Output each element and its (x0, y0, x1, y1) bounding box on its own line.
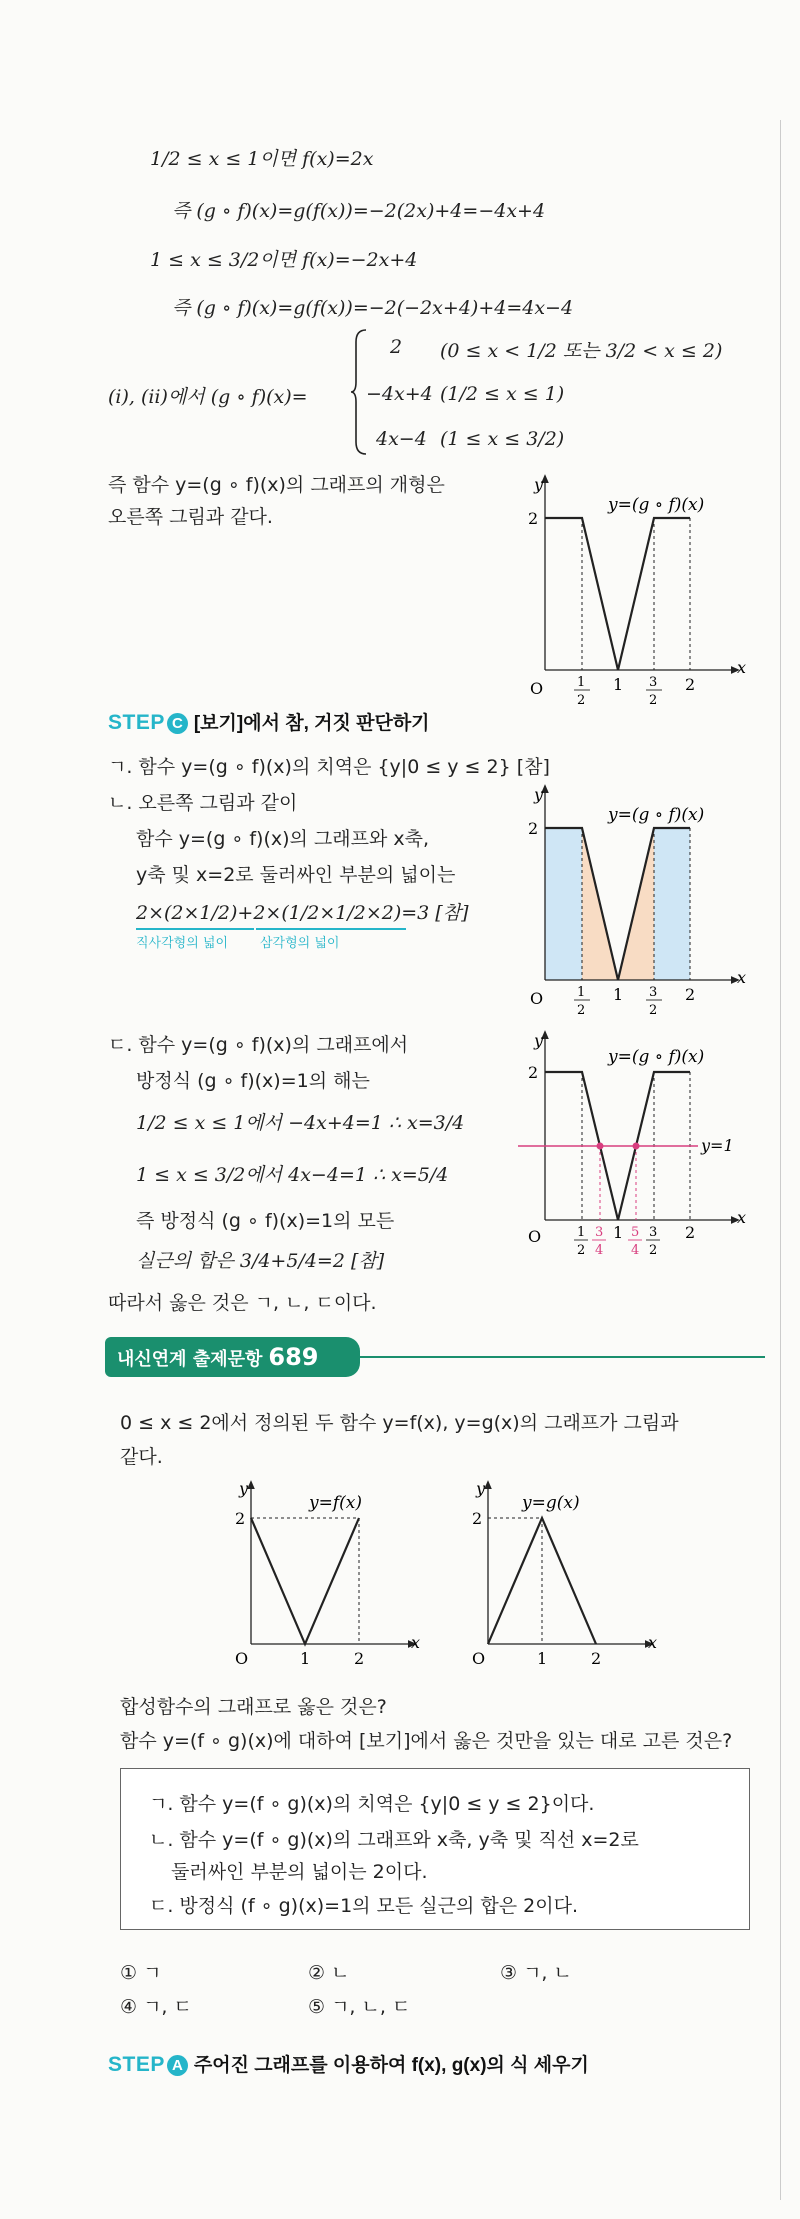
f-curve (251, 1518, 359, 1644)
choice-1[interactable]: ① ㄱ (120, 1962, 162, 1984)
svg-text:2: 2 (528, 1063, 539, 1082)
x-tick-2: 2 (685, 675, 696, 694)
conclusion: 따라서 옳은 것은 ㄱ, ㄴ, ㄷ이다. (108, 1292, 377, 1314)
svg-text:O: O (235, 1649, 249, 1668)
bogi-b: ㄴ. 함수 y=(f ∘ g)(x)의 그래프와 x축, y축 및 직선 x=2로 (149, 1829, 639, 1851)
svg-text:3: 3 (649, 1225, 658, 1240)
svg-text:O: O (530, 989, 544, 1008)
piece-1-expr: 2 (390, 336, 403, 358)
note-rect-area: 직사각형의 넓이 (136, 936, 229, 951)
y-eq-1-label: y=1 (701, 1136, 734, 1155)
piece-1-cond: (0 ≤ x < 1/2 또는 3/2 < x ≤ 2) (440, 340, 723, 362)
gof-curve (545, 518, 690, 670)
x-tick-3half-n: 3 (649, 675, 658, 690)
g-label: y=g(x) (522, 1493, 580, 1513)
piece-3-cond: (1 ≤ x ≤ 3/2) (440, 428, 565, 450)
problem-number: 689 (268, 1343, 319, 1371)
judge-c3: 1/2 ≤ x ≤ 1에서 −4x+4=1 ∴ x=3/4 (136, 1112, 465, 1134)
graph-text-1: 즉 함수 y=(g ∘ f)(x)의 그래프의 개형은 (108, 474, 445, 496)
question-1: 합성함수의 그래프로 옳은 것은? (120, 1696, 387, 1718)
svg-text:1: 1 (577, 985, 586, 1000)
svg-text:4: 4 (595, 1243, 604, 1258)
svg-text:O: O (472, 1649, 486, 1668)
margin-rule (780, 120, 781, 2200)
bogi-box (120, 1768, 750, 1930)
intersection-5-4 (633, 1143, 640, 1150)
judge-b2: 함수 y=(g ∘ f)(x)의 그래프와 x축, (136, 828, 430, 850)
svg-text:2: 2 (528, 819, 539, 838)
graph-gof-eq1 (508, 1030, 748, 1270)
svg-text:2: 2 (649, 1243, 658, 1258)
svg-text:1: 1 (577, 1225, 586, 1240)
judge-c6: 실근의 합은 3/4+5/4=2 [참] (136, 1250, 385, 1272)
judge-b3: y축 및 x=2로 둘러싸인 부분의 넓이는 (136, 864, 456, 886)
judge-c1: ㄷ. 함수 y=(g ∘ f)(x)의 그래프에서 (108, 1034, 409, 1056)
origin: O (530, 679, 544, 698)
problem-tag: 내신연계 출제문항 (117, 1349, 263, 1370)
svg-text:2: 2 (472, 1509, 483, 1528)
step-c-heading: STEP C [보기]에서 참, 거짓 판단하기 (108, 711, 430, 734)
func-label: y=(g ∘ f)(x) (608, 495, 705, 515)
svg-text:x: x (737, 968, 747, 987)
case1-range: 1/2 ≤ x ≤ 1이면 f(x)=2x (150, 148, 374, 170)
piece-3-expr: 4x−4 (376, 428, 427, 450)
svg-text:2: 2 (685, 985, 696, 1004)
choice-3[interactable]: ③ ㄱ, ㄴ (500, 1962, 572, 1984)
svg-text:5: 5 (631, 1225, 640, 1240)
svg-text:y=(g ∘ f)(x): y=(g ∘ f)(x) (608, 1047, 705, 1067)
svg-text:x: x (737, 1208, 747, 1227)
piece-2-expr: −4x+4 (366, 383, 433, 405)
svg-text:y=(g ∘ f)(x): y=(g ∘ f)(x) (608, 805, 705, 825)
x-label: x (737, 658, 747, 677)
f-label: y=f(x) (309, 1493, 362, 1513)
graph-g (462, 1478, 662, 1678)
underline-tri (256, 928, 406, 930)
svg-text:2: 2 (649, 1003, 658, 1018)
svg-text:1: 1 (300, 1649, 311, 1668)
question-2: 함수 y=(f ∘ g)(x)에 대하여 [보기]에서 옳은 것만을 있는 대로 고른 것은? (120, 1730, 733, 1752)
svg-text:2: 2 (685, 1223, 696, 1242)
intersection-3-4 (597, 1143, 604, 1150)
problem-stem-1: 0 ≤ x ≤ 2에서 정의된 두 함수 y=f(x), y=g(x)의 그래프가 그림과 (120, 1412, 679, 1434)
svg-text:2: 2 (354, 1649, 365, 1668)
svg-text:4: 4 (631, 1243, 640, 1258)
svg-text:1: 1 (537, 1649, 548, 1668)
bogi-a: ㄱ. 함수 y=(f ∘ g)(x)의 치역은 {y|0 ≤ y ≤ 2}이다. (149, 1793, 595, 1815)
svg-text:y: y (239, 1479, 249, 1498)
piece-2-cond: (1/2 ≤ x ≤ 1) (440, 383, 565, 405)
note-tri-area: 삼각형의 넓이 (260, 936, 340, 951)
y-tick-2: 2 (528, 509, 539, 528)
choice-2[interactable]: ② ㄴ (308, 1962, 350, 1984)
choice-5[interactable]: ⑤ ㄱ, ㄴ, ㄷ (308, 1996, 411, 2018)
judge-a: ㄱ. 함수 y=(g ∘ f)(x)의 치역은 {y|0 ≤ y ≤ 2} [참] (108, 756, 550, 778)
svg-text:O: O (528, 1227, 542, 1246)
svg-text:y: y (534, 1031, 544, 1050)
svg-text:2: 2 (591, 1649, 602, 1668)
piecewise-intro: (ⅰ), (ⅱ)에서 (g ∘ f)(x)= (108, 386, 308, 408)
bogi-b-cont: 둘러싸인 부분의 넓이는 2이다. (171, 1861, 428, 1883)
case2-range: 1 ≤ x ≤ 3/2이면 f(x)=−2x+4 (150, 249, 418, 271)
judge-b4: 2×(2×1/2)+2×(1/2×1/2×2)=3 [참] (136, 902, 469, 924)
x-tick-half-n: 1 (577, 675, 586, 690)
x-tick-1: 1 (613, 675, 624, 694)
svg-text:3: 3 (595, 1225, 604, 1240)
svg-text:2: 2 (235, 1509, 246, 1528)
svg-text:2: 2 (577, 1003, 586, 1018)
svg-text:1: 1 (613, 985, 624, 1004)
problem-stem-2: 같다. (120, 1446, 163, 1468)
graph-gof-area (508, 780, 748, 1020)
svg-text:x: x (648, 1633, 658, 1652)
svg-text:2: 2 (577, 1243, 586, 1258)
svg-text:y: y (476, 1479, 486, 1498)
svg-text:x: x (411, 1633, 421, 1652)
judge-b1: ㄴ. 오른쪽 그림과 같이 (108, 792, 298, 814)
choice-4[interactable]: ④ ㄱ, ㄷ (120, 1996, 192, 2018)
step-a-heading: STEP A 주어진 그래프를 이용하여 f(x), g(x)의 식 세우기 (108, 2053, 589, 2076)
underline-rect (136, 928, 254, 930)
x-tick-half-d: 2 (577, 693, 586, 708)
judge-c5: 즉 방정식 (g ∘ f)(x)=1의 모든 (136, 1210, 395, 1232)
judge-c4: 1 ≤ x ≤ 3/2에서 4x−4=1 ∴ x=5/4 (136, 1164, 449, 1186)
bogi-c: ㄷ. 방정식 (f ∘ g)(x)=1의 모든 실근의 합은 2이다. (149, 1895, 578, 1917)
graph-f (225, 1478, 425, 1678)
graph-gof (508, 470, 748, 710)
svg-text:3: 3 (649, 985, 658, 1000)
y-label: y (534, 475, 544, 494)
case2-result: 즉 (g ∘ f)(x)=g(f(x))=−2(−2x+4)+4=4x−4 (172, 297, 574, 319)
x-tick-3half-d: 2 (649, 693, 658, 708)
graph-text-2: 오른쪽 그림과 같다. (108, 506, 273, 528)
svg-text:1: 1 (613, 1223, 624, 1242)
svg-text:y: y (534, 785, 544, 804)
judge-c2: 방정식 (g ∘ f)(x)=1의 해는 (136, 1070, 370, 1092)
case1-result: 즉 (g ∘ f)(x)=g(f(x))=−2(2x)+4=−4x+4 (172, 200, 546, 222)
problem-banner (105, 1337, 765, 1377)
